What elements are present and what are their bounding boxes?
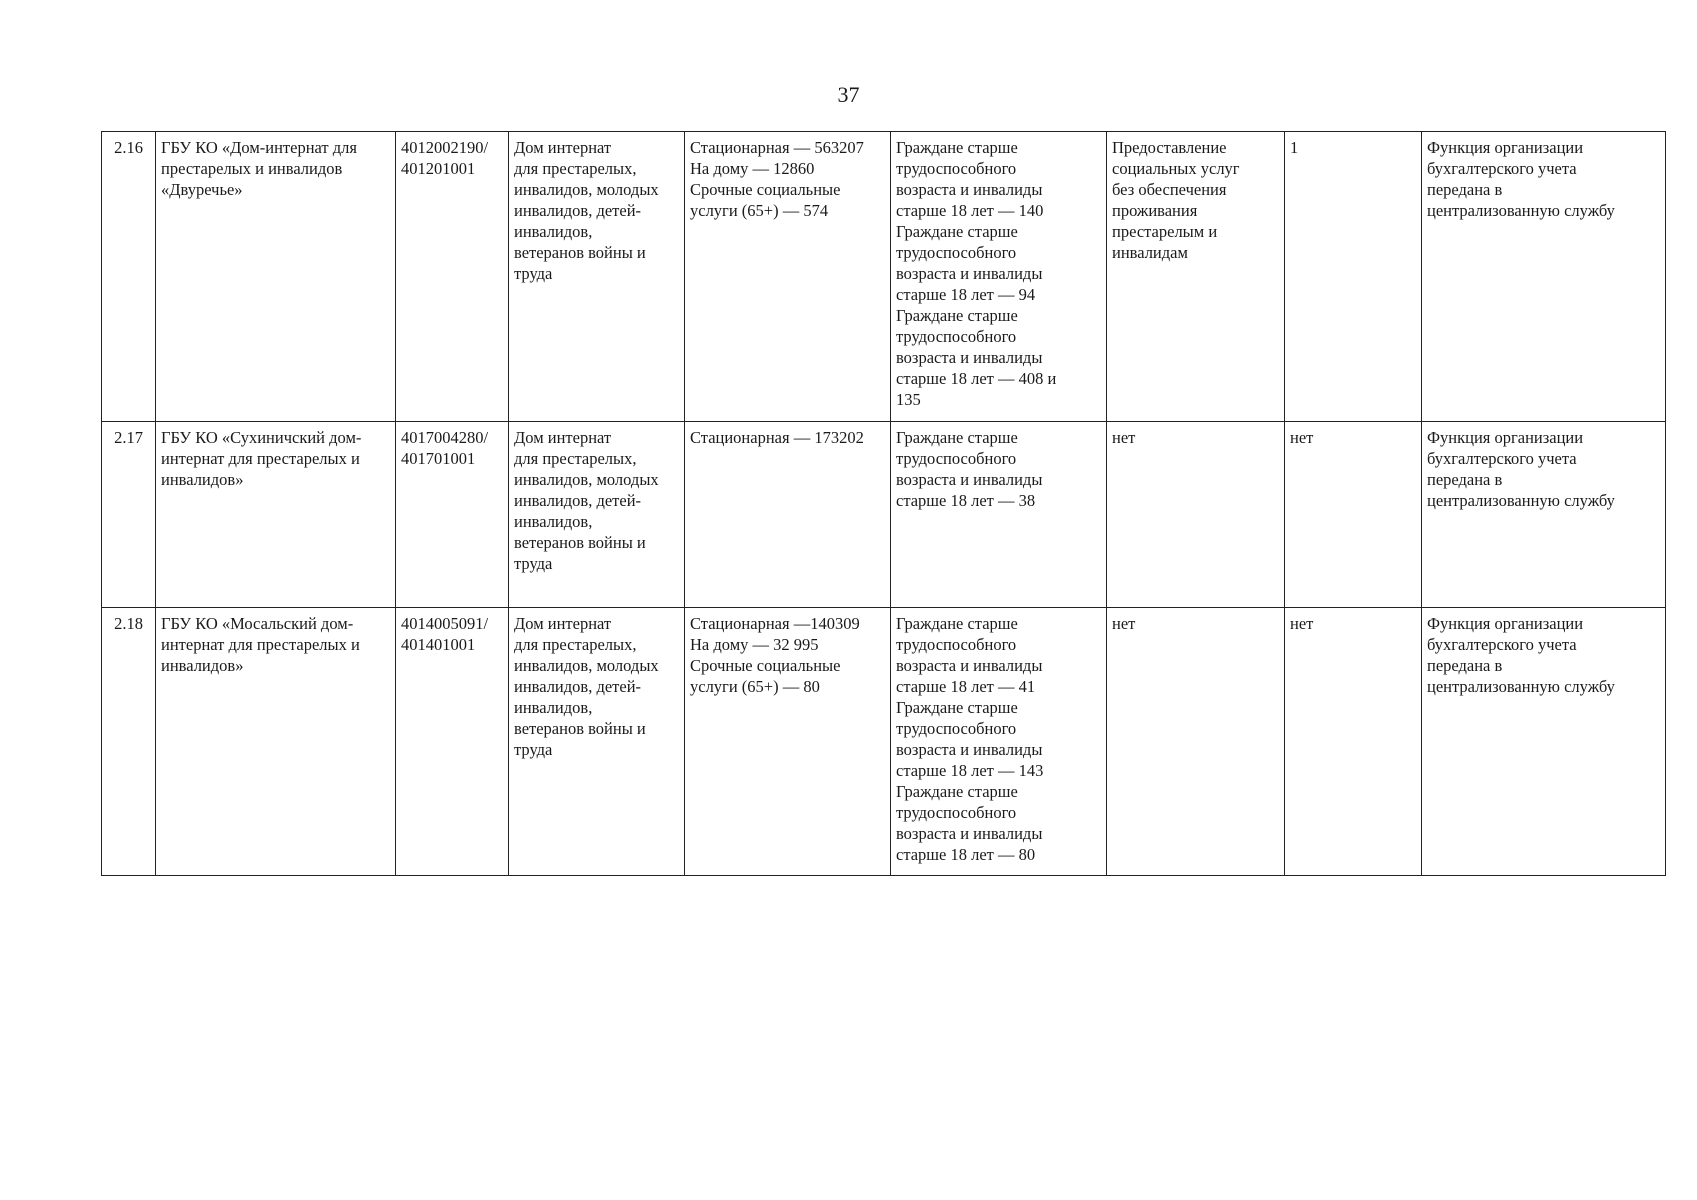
- cell-line: бухгалтерского учета: [1427, 449, 1577, 468]
- cell-line: нет: [1290, 614, 1314, 633]
- cell-line: трудоспособного: [896, 635, 1017, 654]
- table-row: [102, 422, 1666, 608]
- cell-line: инвалидов, детей-: [514, 201, 642, 220]
- cell-line: для престарелых,: [514, 159, 637, 178]
- cell-line: инвалидов»: [161, 656, 244, 675]
- cell-line: возраста и инвалиды: [896, 824, 1043, 843]
- cell-line: для престарелых,: [514, 449, 637, 468]
- cell-line: инвалидов, молодых: [514, 656, 659, 675]
- institution-type-cell: [509, 132, 685, 422]
- recipients-cell: [891, 608, 1107, 876]
- cell-line: инвалидов,: [514, 512, 593, 531]
- cell-line: инвалидов, молодых: [514, 470, 659, 489]
- cell-line: труда: [514, 554, 553, 573]
- cell-line: ГБУ КО «Сухиничский дом-: [161, 428, 362, 447]
- cell-line: Срочные социальные: [690, 180, 841, 199]
- cell-line: централизованную службу: [1427, 677, 1615, 696]
- recipients-cell: [891, 132, 1107, 422]
- notes-cell: [1422, 132, 1666, 422]
- cell-line: возраста и инвалиды: [896, 348, 1043, 367]
- services-cell: [685, 132, 891, 422]
- cell-line: возраста и инвалиды: [896, 470, 1043, 489]
- additional-services-cell: [1107, 608, 1285, 876]
- recipients-cell: [891, 422, 1107, 608]
- cell-line: Граждане старше: [896, 428, 1018, 447]
- inn-kpp-cell: [396, 132, 509, 422]
- cell-line: престарелым и: [1112, 222, 1218, 241]
- cell-line: На дому — 32 995: [690, 635, 819, 654]
- row-number-cell: 2.16: [102, 132, 156, 422]
- cell-line: возраста и инвалиды: [896, 740, 1043, 759]
- cell-line: старше 18 лет — 94: [896, 285, 1036, 304]
- cell-line: инвалидов,: [514, 222, 593, 241]
- cell-line: Функция организации: [1427, 428, 1584, 447]
- cell-line: трудоспособного: [896, 243, 1017, 262]
- cell-line: труда: [514, 264, 553, 283]
- inn-kpp-cell: [396, 608, 509, 876]
- cell-line: Функция организации: [1427, 614, 1584, 633]
- cell-line: передана в: [1427, 656, 1503, 675]
- cell-line: Стационарная — 173202: [690, 428, 864, 447]
- services-cell: [685, 422, 891, 608]
- cell-line: для престарелых,: [514, 635, 637, 654]
- cell-line: ветеранов войны и: [514, 719, 646, 738]
- cell-line: Граждане старше: [896, 222, 1018, 241]
- cell-line: Граждане старше: [896, 782, 1018, 801]
- additional-services-cell: [1107, 132, 1285, 422]
- additional-services-cell: [1107, 422, 1285, 608]
- notes-cell: [1422, 608, 1666, 876]
- cell-line: интернат для престарелых и: [161, 449, 360, 468]
- cell-line: ветеранов войны и: [514, 533, 646, 552]
- institution-name-cell: [156, 132, 396, 422]
- cell-line: старше 18 лет — 143: [896, 761, 1044, 780]
- cell-line: интернат для престарелых и: [161, 635, 360, 654]
- cell-line: 401201001: [401, 159, 476, 178]
- notes-cell: [1422, 422, 1666, 608]
- cell-line: 401401001: [401, 635, 476, 654]
- cell-line: 4014005091/: [401, 614, 489, 633]
- cell-line: «Двуречье»: [161, 180, 243, 199]
- inn-kpp-cell: [396, 422, 509, 608]
- cell-line: 401701001: [401, 449, 476, 468]
- cell-line: передана в: [1427, 470, 1503, 489]
- cell-line: старше 18 лет — 408 и: [896, 369, 1057, 388]
- count-cell: [1285, 422, 1422, 608]
- cell-line: Граждане старше: [896, 614, 1018, 633]
- cell-line: услуги (65+) — 574: [690, 201, 829, 220]
- cell-line: возраста и инвалиды: [896, 656, 1043, 675]
- cell-line: Граждане старше: [896, 306, 1018, 325]
- cell-line: Дом интернат: [514, 138, 612, 157]
- cell-line: инвалидов, молодых: [514, 180, 659, 199]
- cell-line: престарелых и инвалидов: [161, 159, 343, 178]
- cell-line: трудоспособного: [896, 327, 1017, 346]
- cell-line: Стационарная — 563207: [690, 138, 864, 157]
- cell-line: централизованную службу: [1427, 201, 1615, 220]
- institution-type-cell: [509, 422, 685, 608]
- cell-line: Функция организации: [1427, 138, 1584, 157]
- cell-line: услуги (65+) — 80: [690, 677, 820, 696]
- cell-line: инвалидам: [1112, 243, 1188, 262]
- cell-line: инвалидов, детей-: [514, 491, 642, 510]
- cell-line: Дом интернат: [514, 614, 612, 633]
- cell-line: Дом интернат: [514, 428, 612, 447]
- cell-line: Стационарная —140309: [690, 614, 860, 633]
- cell-line: 1: [1290, 138, 1299, 157]
- cell-line: старше 18 лет — 140: [896, 201, 1044, 220]
- cell-line: бухгалтерского учета: [1427, 635, 1577, 654]
- cell-line: ветеранов войны и: [514, 243, 646, 262]
- cell-line: На дому — 12860: [690, 159, 815, 178]
- cell-line: старше 18 лет — 41: [896, 677, 1036, 696]
- cell-line: ГБУ КО «Мосальский дом-: [161, 614, 354, 633]
- cell-line: старше 18 лет — 38: [896, 491, 1036, 510]
- cell-line: труда: [514, 740, 553, 759]
- cell-line: Предоставление: [1112, 138, 1227, 157]
- table-row: [102, 608, 1666, 876]
- cell-line: бухгалтерского учета: [1427, 159, 1577, 178]
- cell-line: возраста и инвалиды: [896, 180, 1043, 199]
- institution-name-cell: [156, 422, 396, 608]
- cell-line: нет: [1290, 428, 1314, 447]
- cell-line: возраста и инвалиды: [896, 264, 1043, 283]
- cell-line: Граждане старше: [896, 698, 1018, 717]
- cell-line: Граждане старше: [896, 138, 1018, 157]
- cell-line: нет: [1112, 428, 1136, 447]
- institutions-table: [101, 131, 1666, 876]
- cell-line: трудоспособного: [896, 803, 1017, 822]
- row-number-cell: 2.17: [102, 422, 156, 608]
- cell-line: проживания: [1112, 201, 1198, 220]
- cell-line: 4017004280/: [401, 428, 489, 447]
- institution-type-cell: [509, 608, 685, 876]
- cell-line: передана в: [1427, 180, 1503, 199]
- cell-line: инвалидов, детей-: [514, 677, 642, 696]
- cell-line: инвалидов,: [514, 698, 593, 717]
- cell-line: нет: [1112, 614, 1136, 633]
- services-cell: [685, 608, 891, 876]
- count-cell: [1285, 608, 1422, 876]
- cell-line: Срочные социальные: [690, 656, 841, 675]
- cell-line: социальных услуг: [1112, 159, 1240, 178]
- cell-line: трудоспособного: [896, 159, 1017, 178]
- table-row: [102, 132, 1666, 422]
- cell-line: трудоспособного: [896, 719, 1017, 738]
- page-number: 37: [837, 82, 860, 107]
- cell-line: централизованную службу: [1427, 491, 1615, 510]
- cell-line: ГБУ КО «Дом-интернат для: [161, 138, 357, 157]
- count-cell: [1285, 132, 1422, 422]
- cell-line: трудоспособного: [896, 449, 1017, 468]
- cell-line: без обеспечения: [1112, 180, 1227, 199]
- cell-line: инвалидов»: [161, 470, 244, 489]
- institution-name-cell: [156, 608, 396, 876]
- row-number-cell: 2.18: [102, 608, 156, 876]
- cell-line: 135: [896, 390, 921, 409]
- cell-line: 4012002190/: [401, 138, 489, 157]
- cell-line: старше 18 лет — 80: [896, 845, 1036, 864]
